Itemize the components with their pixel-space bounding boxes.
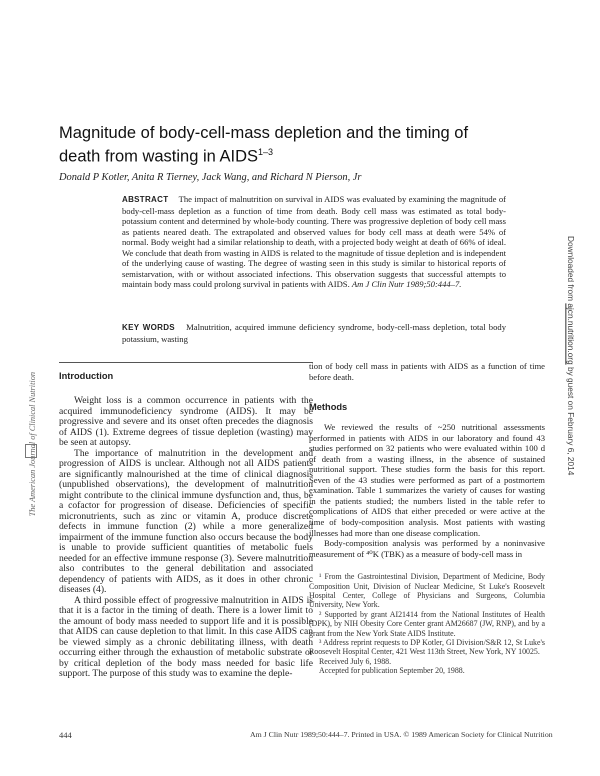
article-title <box>59 124 479 167</box>
methods-body <box>309 422 545 559</box>
intro-paragraph: A third possible effect of progressive malnutrition in AIDS is that it is a factor in the timing of death. There is a lower limit to the amount of body mass needed to support life and it is possible that AIDS can cause depletion to that limit. In this case AIDS can be viewed simply as a chronic debilitating illness, with death occurring either through the exhaustion of metabolic substrate or by critical depletion of the body mass needed for basic life support. The purpose of this study was to examine the deple- <box>59 594 313 679</box>
footnotes <box>309 572 545 675</box>
download-prefix: Downloaded from <box>566 236 576 304</box>
page-number: 444 <box>59 730 72 740</box>
methods-paragraph: Body-composition analysis was performed by a noninvasive measurement of ⁴⁰K (TBK) as a measure of body-cell mass in <box>309 538 545 559</box>
intro-rule <box>59 362 313 363</box>
footnote: ¹ From the Gastrointestinal Division, Department of Medicine, Body Composition Unit, Division of Nuclear Medicine, St Luke's Roosevelt Hospital Center, College of Physicians and Surgeons, Columbia University, New York. <box>309 572 545 610</box>
intro-paragraph: The importance of malnutrition in the development and progression of AIDS is unclear. Although not all AIDS patients are significantly malnourished at the time of clinical diagnosis (unpublished observations), the development of malnutrition might contribute to the clinical immune dysfunction and, thus, be a cofactor for progression of disease. Deficiencies of specific micronutrients, such as zinc or vitamin A, produce discrete defects in immune function (2) while a more generalized impairment of the immune function also occurs because the body is unable to provide sufficient quantities of metabolic fuels needed for an effective immune response (3). Severe malnutrition also contributes to the general debilitation and associated dependency of patients with AIDS, as it does in other chronic diseases (4). <box>59 447 313 595</box>
methods-heading: Methods <box>309 402 348 413</box>
download-suffix: by guest on February 6, 2014 <box>566 364 576 476</box>
journal-logo-icon <box>25 444 37 458</box>
journal-side-title: The American Journal of Clinical Nutrition <box>28 372 37 517</box>
right-column <box>309 361 545 676</box>
intro-continuation: tion of body cell mass in patients with AIDS as a function of time before death. <box>309 361 545 382</box>
abstract <box>122 194 506 290</box>
methods-paragraph: We reviewed the results of ~250 nutritional assessments performed in patients with AIDS in our laboratory and found 43 studies performed on 32 patients who were evaluated within 100 d of death from a wasting illness, in the absence of sustained nutritional support. These studies form the basis for this report. Seven of the 43 studies were performed as part of a postmortem examination. Table 1 summarizes the variety of causes for wasting in the patients studied; the numbers listed in the table refer to complications of AIDS that either preceded or were active at the time of body-composition analysis. Most patients with wasting illnesses had more than one disease complication. <box>309 422 545 538</box>
author-list: Donald P Kotler, Anita R Tierney, Jack Wang, and Richard N Pierson, Jr <box>59 172 362 183</box>
article-title-text: Magnitude of body-cell-mass depletion and the timing of death from wasting in AIDS <box>59 124 469 166</box>
keywords-text: Malnutrition, acquired immune deficiency syndrome, body-cell-mass depletion, total body potassium, wasting <box>122 322 506 344</box>
intro-body <box>59 396 313 680</box>
footnote: ² Supported by grant AI21414 from the National Institutes of Health (DPK), by NIH Obesity Core Center grant AM26687 (JW, RNP), and by a grant from the New York State AIDS Institute. <box>309 609 545 638</box>
footer-citation: Am J Clin Nutr 1989;50:444–7. Printed in USA. © 1989 American Society for Clinical Nutrition <box>250 730 553 739</box>
footnote: ³ Address reprint requests to DP Kotler, GI Division/S&R 12, St Luke's Roosevelt Hospital Center, 421 West 113th Street, New York, NY 10025. <box>309 638 545 657</box>
abstract-label: ABSTRACT <box>122 195 169 204</box>
left-column <box>59 362 313 680</box>
title-footnote-refs: 1–3 <box>258 147 274 157</box>
download-notice <box>566 236 576 475</box>
keywords-label: KEY WORDS <box>122 323 175 332</box>
abstract-text: The impact of malnutrition on survival in AIDS was evaluated by examining the magnitude of body-cell-mass depletion as a function of time from death. Body cell mass was estimated as total body-potassium content and determined by whole-body counting. There was progressive depletion of body cell mass as patients neared death. The extrapolated and observed values for body cell mass at death were 54% of normal. Body weight had a similar relationship to death, with a projected body weight at death of 66% of ideal. We conclude that death from wasting in AIDS is related to the magnitude of tissue depletion and is independent of the underlying cause of wasting. The degree of wasting seen in this study is similar to historical reports of semistarvation, with or without associated infections. This observation suggests that successful attempts to maintain body mass could prolong survival in patients with AIDS. <box>122 194 506 290</box>
keywords <box>122 322 506 344</box>
footnote: Accepted for publication September 20, 1988. <box>319 666 465 676</box>
journal-site-link[interactable]: ajcn.nutrition.org <box>566 303 576 365</box>
footnote: Received July 6, 1988. <box>319 656 392 666</box>
intro-heading: Introduction <box>59 371 114 381</box>
intro-paragraph: Weight loss is a common occurrence in patients with the acquired immunodeficiency syndrome (AIDS). It may be progressive and severe and its onset often precedes the diagnosis of AIDS (1). Extreme degrees of tissue depletion (wasting) may be seen at autopsy. <box>59 395 313 448</box>
abstract-citation: Am J Clin Nutr 1989;50:444–7. <box>351 279 462 290</box>
